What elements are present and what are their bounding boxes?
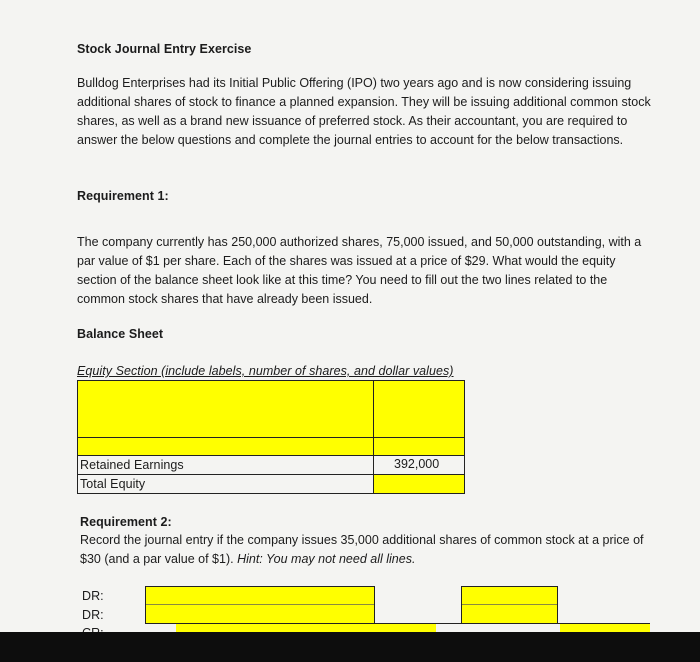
total-equity-label: Total Equity	[80, 477, 146, 491]
equity-row-1-value[interactable]	[374, 381, 464, 437]
grid-line	[374, 586, 375, 624]
requirement-2-hint: Hint: You may not need all lines.	[237, 552, 416, 566]
grid-line	[145, 586, 146, 624]
grid-line	[461, 586, 558, 587]
table-border-top	[77, 380, 465, 381]
grid-line	[557, 586, 558, 624]
requirement-1-heading: Requirement 1:	[77, 189, 169, 203]
requirement-2-text: Record the journal entry if the company issues 35,000 additional shares of common stock at a price of $30 (and a par value of $1).	[80, 533, 644, 566]
equity-row-2-label[interactable]	[78, 438, 374, 455]
retained-earnings-label: Retained Earnings	[80, 458, 184, 472]
grid-line	[145, 623, 650, 624]
requirement-1-body: The company currently has 250,000 authorized shares, 75,000 issued, and 50,000 outstanding, with a par value of $1 per share. Each of the shares was issued at a price of $29. What would the equity section of the balance sheet look like at this time? You need to fill out the two lines related to the common stock shares that have already been issued.	[77, 235, 642, 306]
requirement-2-body	[80, 531, 650, 569]
journal-amount-input[interactable]	[462, 587, 557, 623]
intro-paragraph: Bulldog Enterprises had its Initial Public Offering (IPO) two years ago and is now considering issuing additional shares of stock to finance a planned expansion. They will be issuing additional common stock shares, as well as a brand new issuance of preferred stock. As their accountant, you are required to answer the below questions and complete the journal entries to account for the below transactions.	[77, 76, 651, 147]
journal-cr-amount-input[interactable]	[560, 624, 650, 632]
table-border-left	[77, 380, 78, 494]
journal-dr-label-2: DR:	[82, 608, 104, 622]
table-row-divider	[77, 437, 465, 438]
equity-row-1-label[interactable]	[78, 381, 374, 437]
journal-cr-account-input[interactable]	[176, 624, 436, 632]
journal-dr-label-1: DR:	[82, 589, 104, 603]
screen-bottom-bezel	[0, 632, 700, 662]
document-title: Stock Journal Entry Exercise	[77, 42, 252, 56]
equity-row-2-value[interactable]	[374, 438, 464, 455]
balance-sheet-heading: Balance Sheet	[77, 327, 164, 341]
journal-cr-label	[82, 624, 104, 632]
equity-section-caption: Equity Section (include labels, number of shares, and dollar values)	[77, 364, 454, 378]
total-equity-value[interactable]	[374, 475, 464, 493]
table-border-right	[464, 380, 465, 494]
grid-line	[461, 586, 462, 624]
grid-line	[145, 604, 375, 605]
grid-line	[461, 604, 558, 605]
grid-line	[145, 586, 375, 587]
requirement-2-heading: Requirement 2:	[80, 515, 172, 529]
journal-account-input[interactable]	[146, 587, 374, 623]
retained-earnings-value: 392,000	[394, 457, 440, 471]
